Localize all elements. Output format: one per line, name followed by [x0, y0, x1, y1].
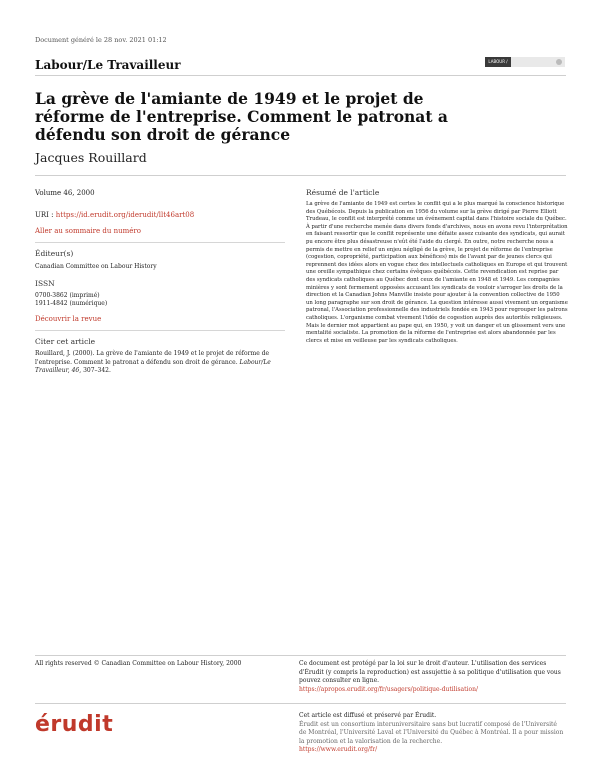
divider — [35, 175, 566, 176]
abstract-column — [306, 188, 568, 345]
divider — [35, 703, 566, 704]
consortium-text: Érudit est un consortium interuniversitaire sans but lucratif composé de l'Université de Montréal, l'Université Laval et l'Université du Québec à Montréal. Il a pour mission la promotion et la valorisation de la recherche. — [299, 720, 564, 745]
copyright-notice — [299, 660, 564, 694]
issn-digital: 1911-4842 (numérique) — [35, 300, 108, 307]
journal-name[interactable]: Labour/Le Travailleur — [35, 58, 181, 72]
policy-link[interactable]: https://apropos.erudit.org/fr/usagers/politique-dutilisation/ — [299, 685, 478, 693]
erudit-logo[interactable]: érudit — [35, 712, 114, 737]
uri-label: URI : — [35, 211, 54, 219]
citation-journal: Labour/Le Travailleur, 46, — [35, 358, 271, 374]
discover-journal-link[interactable]: Découvrir la revue — [35, 315, 102, 323]
diffusion-text: Cet article est diffusé et préservé par Érudit. — [299, 712, 437, 719]
volume: Volume 46, 2000 — [35, 189, 95, 197]
publisher-label: Éditeur(s) — [35, 249, 74, 258]
publisher: Canadian Committee on Labour History — [35, 263, 157, 270]
divider — [35, 655, 566, 656]
divider — [35, 242, 285, 243]
rights-statement: All rights reserved © Canadian Committee on Labour History, 2000 — [35, 660, 242, 667]
article-author: Jacques Rouillard — [35, 150, 147, 165]
uri-line — [35, 210, 285, 220]
divider — [35, 330, 285, 331]
citation — [35, 350, 285, 376]
erudit-site-link[interactable]: https://www.erudit.org/fr/ — [299, 746, 378, 753]
cite-label: Citer cet article — [35, 337, 96, 346]
abstract-label: Résumé de l'article — [306, 188, 380, 197]
metadata-column — [35, 188, 285, 376]
notice-text: Ce document est protégé par la loi sur le droit d'auteur. L'utilisation des services d'Érudit (y compris la reproduction) est assujettie à sa politique d'utilisation que vous pouvez consulter en ligne. — [299, 660, 561, 684]
issn-label: ISSN — [35, 279, 55, 288]
issn-print: 0700-3862 (imprimé) — [35, 292, 100, 299]
issue-link[interactable]: Aller au sommaire du numéro — [35, 227, 141, 235]
divider — [35, 75, 566, 76]
citation-text: Rouillard, J. (2000). La grève de l'amiante de 1949 et le projet de réforme de l'entreprise. Comment le patronat a défendu son droit de gérance. — [35, 350, 270, 366]
abstract-text: La grève de l'amiante de 1949 est certes le conflit qui a le plus marqué la conscience historique des Québécois. Depuis la publication en 1956 du volume sur la grève dirigé par Pierre Elliott Trudeau, le conflit est interprété comme un événement capital dans l'histoire sociale du Québec. À partir d'une recherche menée dans divers fonds d'archives, nous en avons revu l'interprétation en faisant ressortir que le conflit représente une défaite assez cuisante des syndicats, qui aurait pu encore être plus désastreuse n'eût été l'aide du clergé. En outre, notre recherche nous a permis de mettre en relief un enjeu négligé de la grève, le projet de réforme de l'entreprise (cogestion, copropriété, participation aux bénéfices) mis de l'avant par de jeunes clercs qui reprennent des idées alors en vogue chez des intellectuels catholiques en Europe et qui trouvent une oreille sympathique chez certains évêques québécois. Cette revendication est reprise par des syndicats catholiques au Québec dont ceux de l'amiante en 1948 et 1949. Les compagnies minières y sont fermement opposées accusant les syndicats de vouloir s'arroger les droits de la direction et la Canadian Johns Manville insiste pour ajouter à la convention collective de 1950 un long paragraphe sur son droit de gérance. La question intéresse aussi vivement un organisme patronal, l'Association professionnelle des industriels fondée en 1943 pour regrouper les patrons catholiques. L'organisme combat vivement l'idée de cogestion auprès des autorités religieuses. Mais le dernier mot appartient au pape qui, en 1950, y voit un danger et un glissement vers une mentalité socialiste. La promotion de la réforme de l'entreprise est alors abandonnée par les clercs et mise en veilleuse par les syndicats catholiques. — [306, 201, 568, 344]
cover-label: LABOUR / TRAVAIL — [485, 57, 511, 67]
footer-info — [299, 712, 564, 755]
citation-pages: 307–342. — [83, 367, 111, 374]
journal-cover-thumbnail[interactable] — [485, 57, 565, 74]
cover-dot-icon — [556, 59, 562, 65]
article-title: La grève de l'amiante de 1949 et le projet de réforme de l'entreprise. Comment le patronat a défendu son droit de gérance — [35, 89, 448, 144]
uri-link[interactable]: https://id.erudit.org/iderudit/llt46art08 — [55, 211, 195, 219]
generated-date: Document généré le 28 nov. 2021 01:12 — [35, 36, 167, 44]
